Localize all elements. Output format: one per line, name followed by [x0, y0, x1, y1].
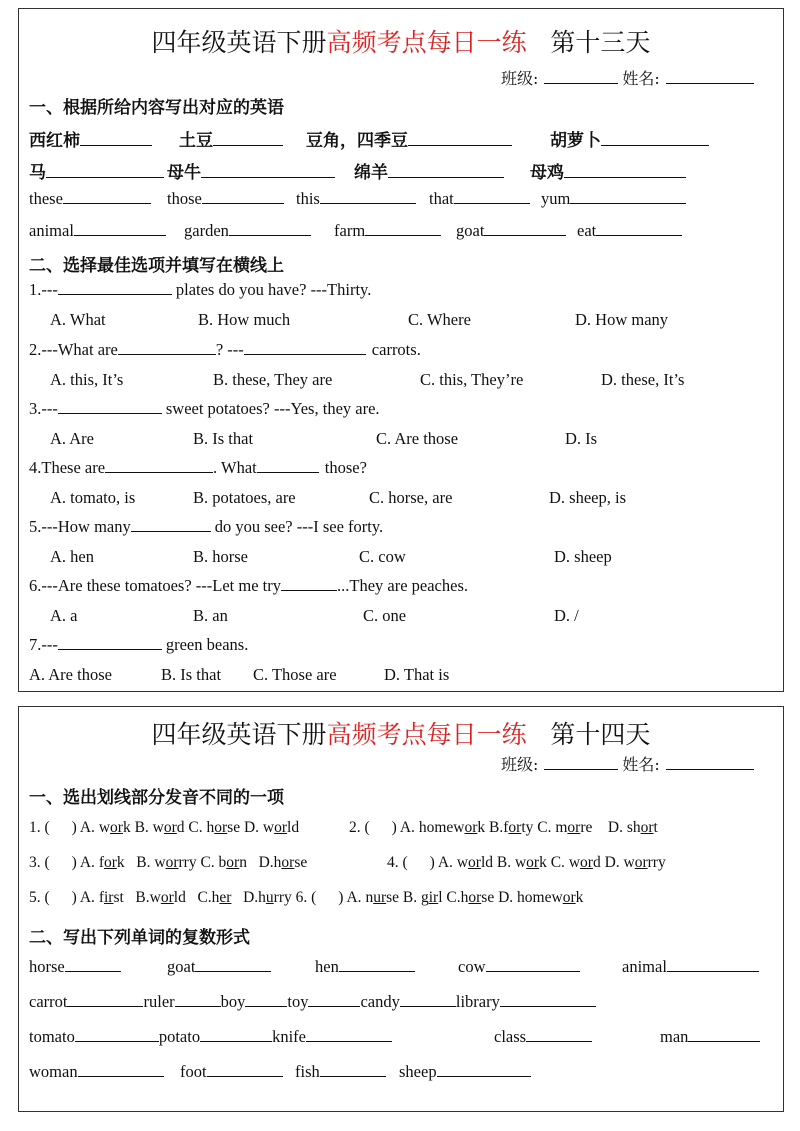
option[interactable]: B. these, They are — [213, 370, 333, 389]
word-prompt: this — [296, 189, 416, 209]
word-prompt: 母牛 — [167, 158, 335, 183]
class-name-line: 班级: 姓名: — [501, 66, 754, 89]
answer-blank[interactable] — [526, 1040, 592, 1042]
plural-prompt: foot — [180, 1062, 283, 1082]
question-5: 5.---How many do you see? ---I see forty. — [29, 517, 384, 536]
pron-question-1: 1. ( ) A. work B. word C. horse D. world — [29, 819, 300, 836]
plural-prompt: horse — [29, 957, 121, 977]
answer-blank[interactable] — [80, 144, 152, 146]
answer-blank[interactable] — [131, 530, 211, 532]
option[interactable]: B. potatoes, are — [193, 488, 296, 507]
section-2-title: 二、选择最佳选项并填写在横线上 — [29, 256, 284, 276]
pron-question-4: 4. ( ) A. world B. work C. word D. worrry — [387, 854, 666, 871]
answer-blank[interactable] — [370, 831, 392, 832]
question-4: 4.These are . What those? — [29, 458, 367, 477]
option[interactable]: A. hen — [50, 547, 94, 566]
answer-blank[interactable] — [50, 831, 72, 832]
answer-blank[interactable] — [202, 202, 284, 204]
answer-blank[interactable] — [75, 1040, 159, 1042]
name-blank[interactable] — [666, 82, 754, 84]
answer-blank[interactable] — [484, 234, 566, 236]
answer-blank[interactable] — [596, 234, 682, 236]
word-prompt: animal — [29, 221, 166, 241]
answer-blank[interactable] — [46, 176, 164, 178]
option[interactable]: B. an — [193, 606, 228, 625]
answer-blank[interactable] — [601, 144, 709, 146]
option[interactable]: A. Are those — [29, 665, 112, 684]
plural-prompt: hen — [315, 957, 415, 977]
word-prompt: 西红柿 — [29, 126, 152, 151]
word-prompt: eat — [577, 221, 682, 241]
question-7: 7.--- green beans. — [29, 635, 249, 654]
option[interactable]: B. Is that — [193, 429, 254, 448]
plural-prompt: class — [494, 1027, 592, 1047]
answer-blank[interactable] — [564, 176, 686, 178]
answer-blank[interactable] — [408, 144, 512, 146]
answer-blank[interactable] — [105, 471, 213, 473]
word-prompt: 胡萝卜 — [550, 126, 709, 151]
plural-prompt: animal — [622, 957, 759, 977]
answer-blank[interactable] — [400, 1005, 456, 1007]
answer-blank[interactable] — [67, 1005, 143, 1007]
answer-blank[interactable] — [50, 866, 72, 867]
word-prompt: farm — [334, 221, 441, 241]
word-prompt: 绵羊 — [354, 158, 504, 183]
answer-blank[interactable] — [281, 589, 337, 591]
answer-blank[interactable] — [388, 176, 504, 178]
option[interactable]: A. tomato, is — [50, 488, 136, 507]
word-prompt: these — [29, 189, 151, 209]
answer-blank[interactable] — [58, 412, 162, 414]
question-1: 1.--- plates do you have? ---Thirty. — [29, 280, 372, 299]
worksheet-day-14 — [18, 706, 784, 1112]
option[interactable]: C. one — [363, 606, 407, 625]
option[interactable]: D. How many — [575, 310, 669, 329]
word-prompt: 母鸡 — [530, 158, 686, 183]
option[interactable]: A. this, It’s — [50, 370, 124, 389]
word-prompt: goat — [456, 221, 566, 241]
answer-blank[interactable] — [78, 1075, 164, 1077]
answer-blank[interactable] — [320, 202, 416, 204]
answer-blank[interactable] — [257, 471, 319, 473]
section-1-title: 一、根据所给内容写出对应的英语 — [29, 98, 284, 118]
plural-prompt: goat — [167, 957, 271, 977]
answer-blank[interactable] — [365, 234, 441, 236]
answer-blank[interactable] — [244, 353, 366, 355]
word-prompt: garden — [184, 221, 311, 241]
answer-blank[interactable] — [500, 1005, 596, 1007]
option[interactable]: C. horse, are — [369, 488, 453, 507]
answer-blank[interactable] — [118, 353, 216, 355]
class-name-line: 班级: 姓名: — [501, 752, 754, 775]
answer-blank[interactable] — [667, 970, 759, 972]
answer-blank[interactable] — [688, 1040, 760, 1042]
answer-blank[interactable] — [207, 1075, 283, 1077]
plural-prompt: tomato potato knife — [29, 1027, 392, 1047]
pron-question-3: 3. ( ) A. fork B. worrry C. born D.horse — [29, 854, 308, 871]
option[interactable]: D. these, It’s — [601, 370, 685, 389]
answer-blank[interactable] — [306, 1040, 392, 1042]
question-2: 2.---What are ? --- carrots. — [29, 340, 421, 359]
answer-blank[interactable] — [213, 144, 283, 146]
answer-blank[interactable] — [58, 648, 162, 650]
plural-prompt: cow — [458, 957, 580, 977]
word-prompt: 豆角，四季豆 — [306, 126, 512, 151]
answer-blank[interactable] — [74, 234, 166, 236]
class-blank[interactable] — [544, 82, 618, 84]
option[interactable]: D. / — [554, 606, 579, 625]
class-blank[interactable] — [544, 768, 618, 770]
answer-blank[interactable] — [58, 293, 172, 295]
option[interactable]: C. Those are — [253, 665, 337, 684]
question-3: 3.--- sweet potatoes? ---Yes, they are. — [29, 399, 380, 418]
plural-prompt: man — [660, 1027, 760, 1047]
pron-question-2: 2. ( ) A. homework B.forty C. morre D. short — [349, 819, 658, 836]
question-6: 6.---Are these tomatoes? ---Let me try ...They are peaches. — [29, 576, 468, 595]
answer-blank[interactable] — [570, 202, 686, 204]
option[interactable]: A. What — [50, 310, 106, 329]
option[interactable]: B. horse — [193, 547, 248, 566]
option[interactable]: C. cow — [359, 547, 406, 566]
word-prompt: yum — [541, 189, 686, 209]
answer-blank[interactable] — [195, 970, 271, 972]
answer-blank[interactable] — [308, 1005, 360, 1007]
pron-question-5: 5. ( ) A. first B.world C.her D.hurry 6. ( ) A. nurse B. girl C.horse D. homework — [29, 889, 584, 906]
answer-blank[interactable] — [408, 866, 430, 867]
answer-blank[interactable] — [200, 1040, 272, 1042]
worksheet-day-13 — [18, 8, 784, 692]
plural-prompt: carrot ruler boy toy candy library — [29, 992, 596, 1012]
section-1-title: 一、选出划线部分发音不同的一项 — [29, 788, 284, 808]
option[interactable]: D. Is — [565, 429, 598, 448]
plural-prompt: fish — [295, 1062, 386, 1082]
option[interactable]: C. Are those — [376, 429, 459, 448]
option[interactable]: C. this, They’re — [420, 370, 524, 389]
answer-blank[interactable] — [175, 1005, 221, 1007]
answer-blank[interactable] — [245, 1005, 287, 1007]
word-prompt: 土豆 — [179, 126, 283, 151]
answer-blank[interactable] — [201, 176, 335, 178]
card-title: 四年级英语下册高频考点每日一练 第十三天 — [151, 28, 651, 57]
option[interactable]: A. Are — [50, 429, 94, 448]
answer-blank[interactable] — [63, 202, 151, 204]
answer-blank[interactable] — [486, 970, 580, 972]
option[interactable]: B. How much — [198, 310, 291, 329]
option[interactable]: B. Is that — [161, 665, 222, 684]
word-prompt: 马 — [29, 158, 164, 183]
section-2-title: 二、写出下列单词的复数形式 — [29, 928, 250, 948]
word-prompt: those — [167, 189, 284, 209]
plural-prompt: woman — [29, 1062, 164, 1082]
plural-prompt: sheep — [399, 1062, 531, 1082]
option[interactable]: D. sheep, is — [549, 488, 626, 507]
option[interactable]: C. Where — [408, 310, 471, 329]
answer-blank[interactable] — [454, 202, 530, 204]
answer-blank[interactable] — [320, 1075, 386, 1077]
answer-blank[interactable] — [316, 901, 338, 902]
word-prompt: that — [429, 189, 530, 209]
answer-blank[interactable] — [339, 970, 415, 972]
answer-blank[interactable] — [50, 901, 72, 902]
answer-blank[interactable] — [437, 1075, 531, 1077]
option[interactable]: D. That is — [384, 665, 450, 684]
answer-blank[interactable] — [65, 970, 121, 972]
name-blank[interactable] — [666, 768, 754, 770]
answer-blank[interactable] — [229, 234, 311, 236]
option[interactable]: A. a — [50, 606, 78, 625]
option[interactable]: D. sheep — [554, 547, 612, 566]
card-title: 四年级英语下册高频考点每日一练 第十四天 — [151, 720, 651, 749]
